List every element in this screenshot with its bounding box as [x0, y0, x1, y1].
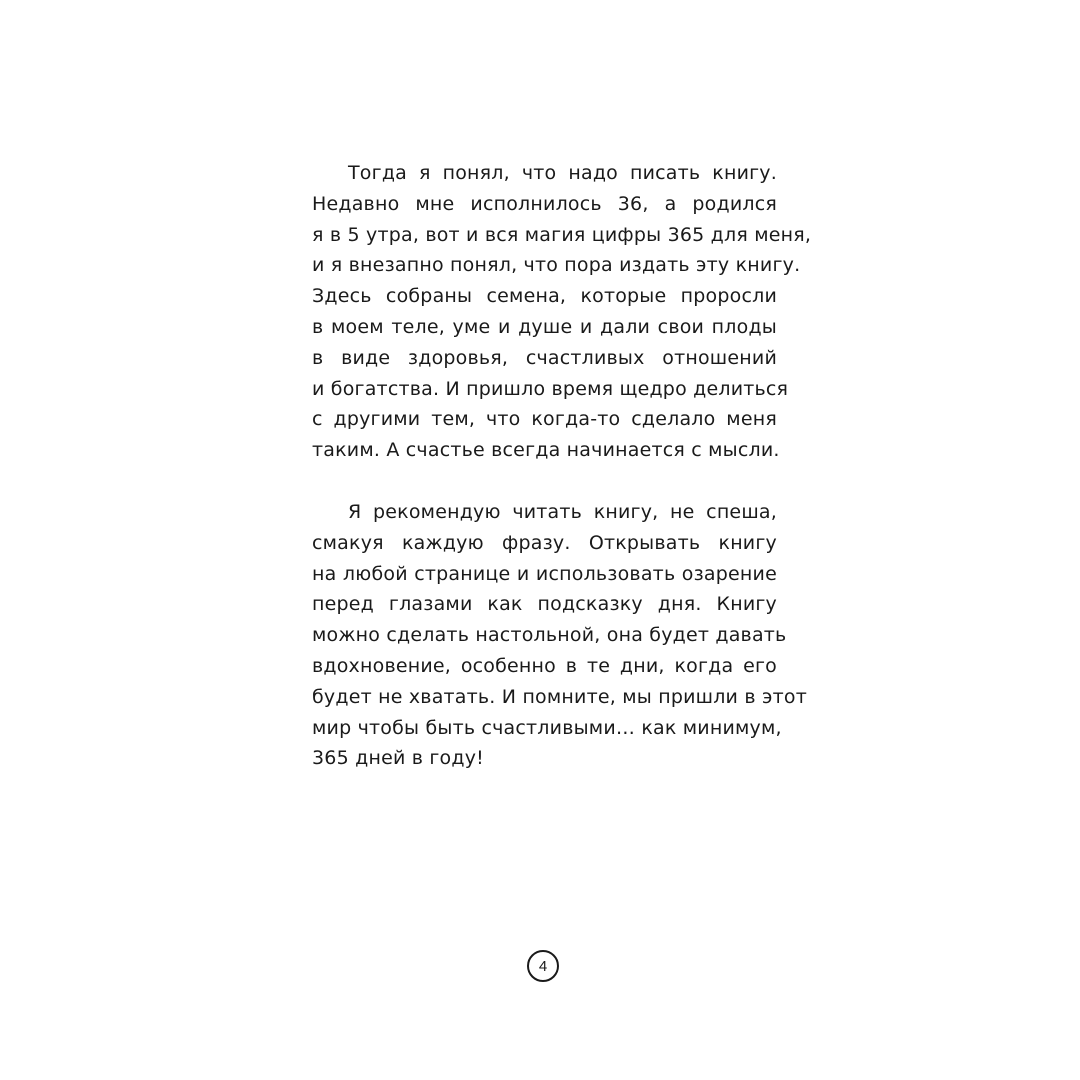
paragraph-line: 365 дней в году!: [312, 747, 484, 770]
paragraph-line: Здесь собраны семена, которые проросли: [312, 285, 777, 308]
paragraph-line: смакуя каждую фразу. Открывать книгу: [312, 531, 777, 554]
page-number: 4: [538, 957, 548, 975]
paragraph-line: будет не хватать. И помните, мы пришли в этот: [312, 685, 807, 708]
paragraph-line: Недавно мне исполнилось 36, а родился: [312, 192, 777, 215]
paragraph-line: и богатства. И пришло время щедро делиться: [312, 377, 789, 400]
paragraph-line: вдохновение, особенно в те дни, когда его: [312, 654, 777, 677]
paragraph-line: я в 5 утра, вот и вся магия цифры 365 для меня,: [312, 223, 812, 246]
paragraph-line: Я рекомендую читать книгу, не спеша,: [348, 501, 777, 523]
paragraph-line: можно сделать настольной, она будет давать: [312, 624, 787, 647]
paragraph-line: с другими тем, что когда-то сделало меня: [312, 408, 777, 431]
paragraph-1: [312, 158, 812, 466]
paragraph-line: на любой странице и использовать озарение: [312, 562, 777, 585]
paragraph-line: мир чтобы быть счастливыми… как минимум,: [312, 716, 782, 739]
paragraph-line: Тогда я понял, что надо писать книгу.: [348, 162, 777, 184]
paragraph-line: перед глазами как подсказку дня. Книгу: [312, 593, 777, 616]
paragraph-line: в виде здоровья, счастливых отношений: [312, 346, 777, 369]
paragraph-2: [312, 497, 807, 774]
paragraph-line: таким. А счастье всегда начинается с мысли.: [312, 439, 780, 462]
paragraph-line: в моем теле, уме и душе и дали свои плоды: [312, 315, 777, 338]
page-number-badge: [527, 950, 559, 982]
paragraph-line: и я внезапно понял, что пора издать эту книгу.: [312, 254, 801, 277]
